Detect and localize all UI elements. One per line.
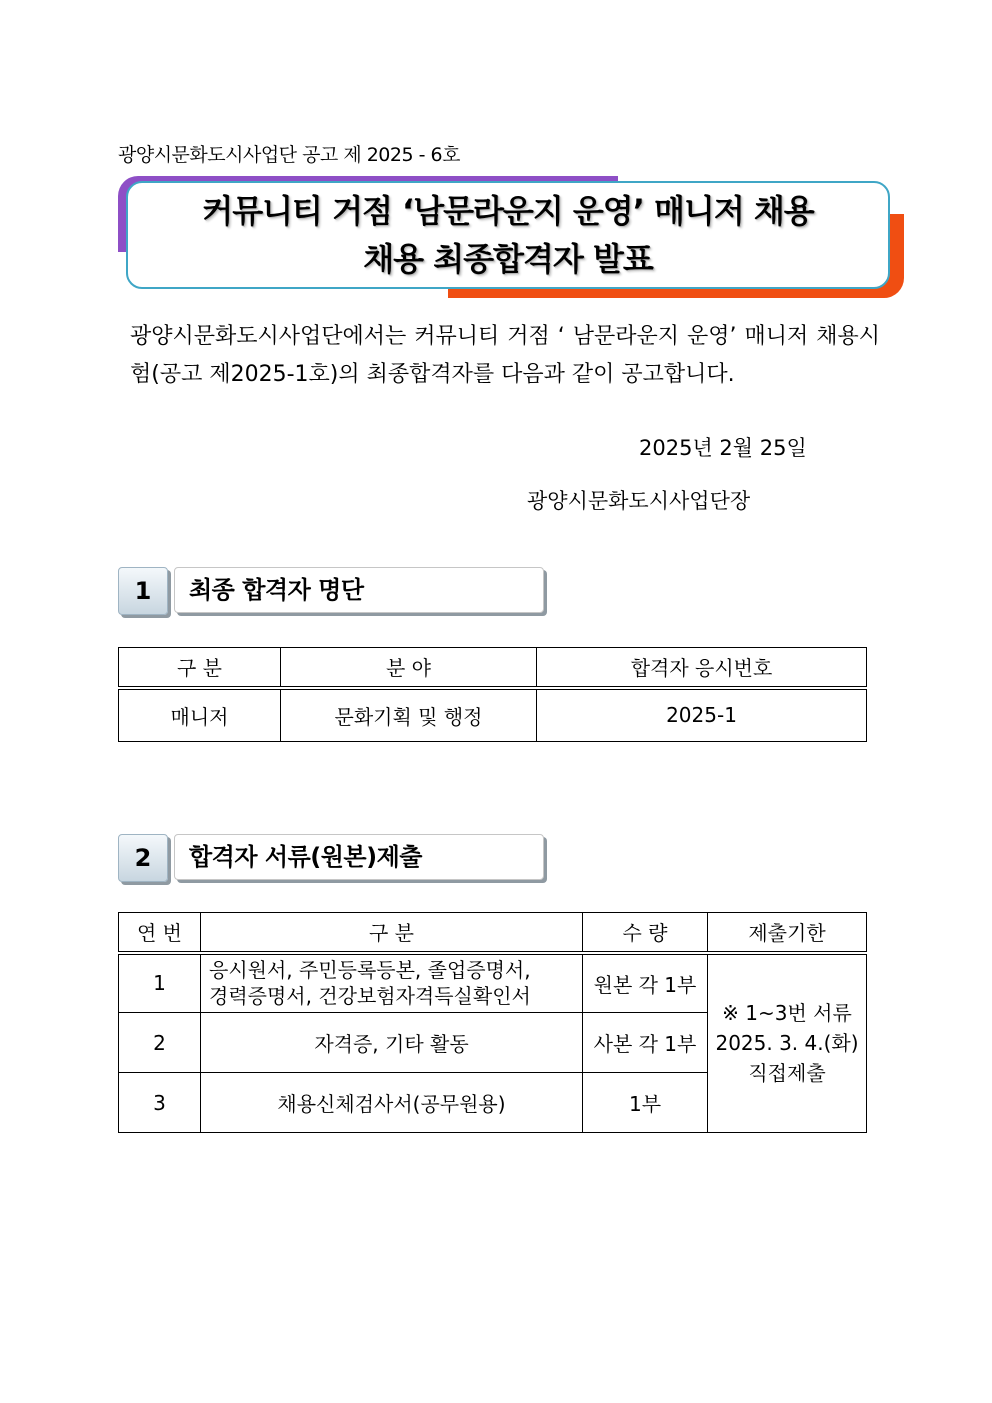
section-1-number: 1 bbox=[118, 567, 168, 615]
organization-signature: 광양시문화도시사업단장 bbox=[527, 489, 751, 513]
cell-exam-number: 2025-1 bbox=[537, 688, 867, 742]
section-1-title: 최종 합격자 명단 bbox=[174, 567, 544, 613]
cell-deadline bbox=[708, 953, 867, 1133]
header-quantity: 수 량 bbox=[583, 913, 708, 953]
cell-category: 매니저 bbox=[119, 688, 281, 742]
section-2-title: 합격자 서류(원본)제출 bbox=[174, 834, 544, 880]
notice-number: 광양시문화도시사업단 공고 제 2025 - 6호 bbox=[118, 144, 460, 166]
final-passer-table bbox=[118, 647, 867, 742]
cell-seq: 1 bbox=[119, 953, 201, 1013]
cell-item: 채용신체검사서(공무원용) bbox=[201, 1073, 583, 1133]
title-box bbox=[126, 181, 890, 289]
cell-field: 문화기획 및 행정 bbox=[281, 688, 537, 742]
cell-seq: 2 bbox=[119, 1013, 201, 1073]
cell-item: 자격증, 기타 활동 bbox=[201, 1013, 583, 1073]
announcement-date: 2025년 2월 25일 bbox=[639, 436, 807, 460]
section-2-number: 2 bbox=[118, 834, 168, 882]
header-category: 구 분 bbox=[119, 648, 281, 688]
section-2-header bbox=[118, 834, 548, 886]
header-exam-number: 합격자 응시번호 bbox=[537, 648, 867, 688]
header-field: 분 야 bbox=[281, 648, 537, 688]
table-row bbox=[119, 688, 867, 742]
title-banner bbox=[118, 176, 904, 298]
cell-item bbox=[201, 953, 583, 1013]
cell-item-line-1: 응시원서, 주민등록등본, 졸업증명서, bbox=[209, 958, 531, 983]
cell-quantity: 1부 bbox=[583, 1073, 708, 1133]
deadline-line-2: 2025. 3. 4.(화) bbox=[715, 1031, 859, 1056]
document-submission-table bbox=[118, 912, 867, 1133]
header-item: 구 분 bbox=[201, 913, 583, 953]
deadline-line-1: ※ 1~3번 서류 bbox=[722, 1001, 852, 1026]
header-deadline: 제출기한 bbox=[708, 913, 867, 953]
title-line-2: 채용 최종합격자 발표 bbox=[363, 240, 653, 278]
cell-seq: 3 bbox=[119, 1073, 201, 1133]
section-1-header bbox=[118, 567, 548, 619]
cell-item-line-2: 경력증명서, 건강보험자격득실확인서 bbox=[209, 984, 531, 1009]
cell-quantity: 원본 각 1부 bbox=[583, 953, 708, 1013]
intro-paragraph: 광양시문화도시사업단에서는 커뮤니티 거점 ‘ 남문라운지 운영’ 매니저 채용시험(공고 제2025-1호)의 최종합격자를 다음과 같이 공고합니다. bbox=[130, 324, 880, 387]
title-line-1: 커뮤니티 거점 ‘남문라운지 운영’ 매니저 채용 bbox=[202, 192, 814, 230]
header-seq: 연 번 bbox=[119, 913, 201, 953]
deadline-line-3: 직접제출 bbox=[748, 1061, 826, 1086]
table-row bbox=[119, 953, 867, 1013]
cell-quantity: 사본 각 1부 bbox=[583, 1013, 708, 1073]
